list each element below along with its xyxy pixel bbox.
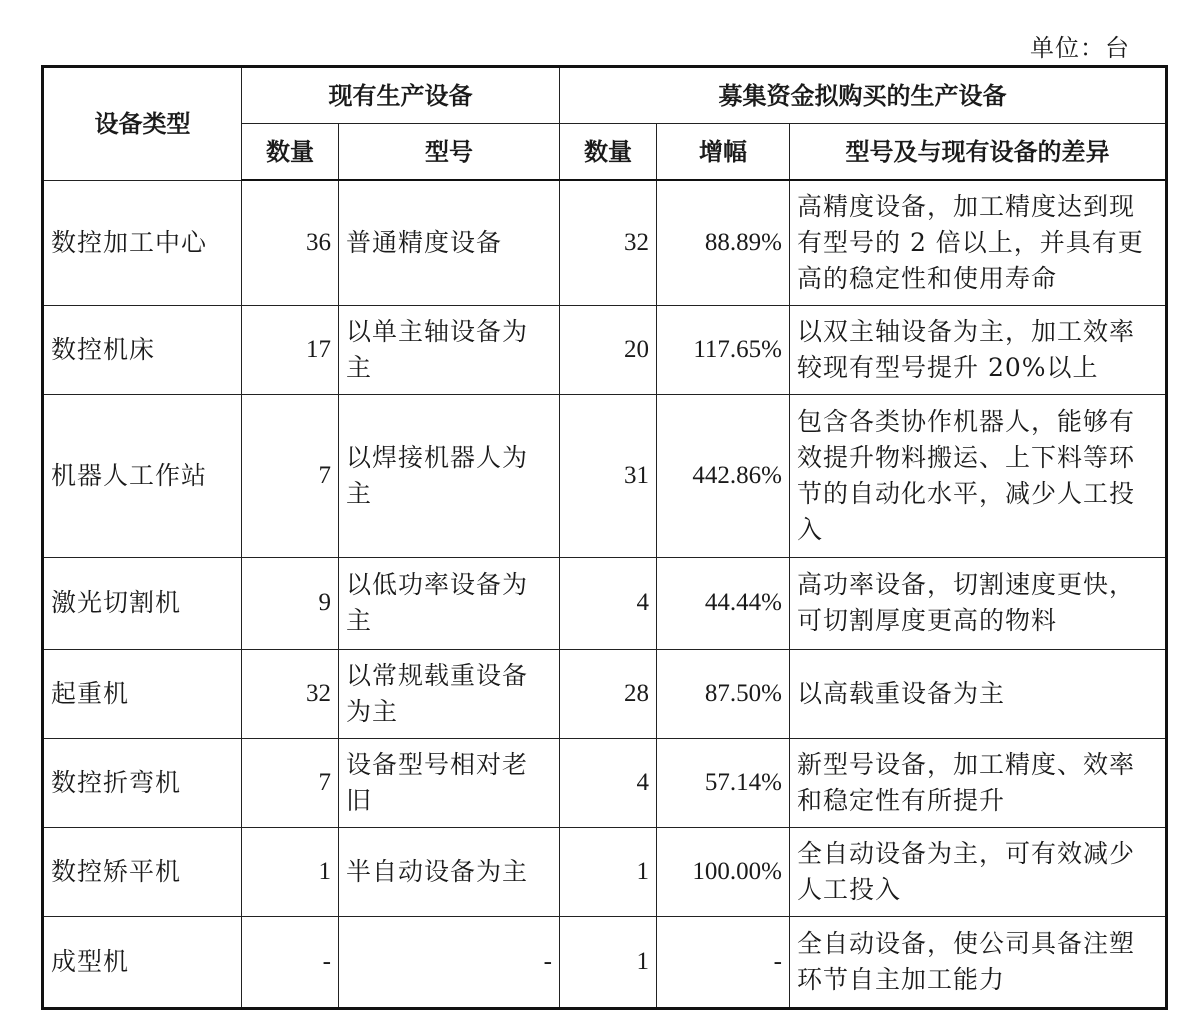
equipment-comparison-table: [41, 65, 1168, 1010]
cell-increase: 87.50%: [657, 649, 790, 738]
header-planned-equipment: 募集资金拟购买的生产设备: [560, 67, 1167, 124]
cell-existing-qty: 9: [242, 557, 339, 649]
cell-existing-model: 以单主轴设备为主: [339, 305, 560, 394]
cell-planned-qty: 32: [560, 180, 657, 305]
table-row: [43, 180, 1167, 305]
cell-existing-qty: 17: [242, 305, 339, 394]
cell-existing-qty: 36: [242, 180, 339, 305]
cell-diff: 高精度设备，加工精度达到现有型号的 2 倍以上，并具有更高的稳定性和使用寿命: [790, 180, 1167, 305]
cell-existing-model: 设备型号相对老旧: [339, 738, 560, 827]
cell-planned-qty: 28: [560, 649, 657, 738]
header-equipment-type: 设备类型: [43, 67, 242, 181]
cell-increase: 44.44%: [657, 557, 790, 649]
cell-increase: 100.00%: [657, 827, 790, 916]
table-row: [43, 916, 1167, 1008]
header-planned-qty: 数量: [560, 124, 657, 181]
cell-existing-model: 半自动设备为主: [339, 827, 560, 916]
cell-diff: 以双主轴设备为主，加工效率较现有型号提升 20%以上: [790, 305, 1167, 394]
cell-planned-qty: 4: [560, 738, 657, 827]
cell-diff: 包含各类协作机器人，能够有效提升物料搬运、上下料等环节的自动化水平，减少人工投入: [790, 394, 1167, 557]
header-planned-diff: 型号及与现有设备的差异: [790, 124, 1167, 181]
cell-diff: 以高载重设备为主: [790, 649, 1167, 738]
header-planned-increase: 增幅: [657, 124, 790, 181]
header-existing-equipment: 现有生产设备: [242, 67, 560, 124]
cell-existing-model: 普通精度设备: [339, 180, 560, 305]
cell-existing-model: -: [339, 916, 560, 1008]
cell-equipment-type: 数控折弯机: [43, 738, 242, 827]
cell-planned-qty: 20: [560, 305, 657, 394]
unit-label: 单位：台: [1030, 34, 1130, 62]
cell-equipment-type: 机器人工作站: [43, 394, 242, 557]
cell-existing-qty: 7: [242, 394, 339, 557]
cell-increase: -: [657, 916, 790, 1008]
cell-existing-model: 以常规载重设备为主: [339, 649, 560, 738]
cell-equipment-type: 激光切割机: [43, 557, 242, 649]
cell-existing-qty: -: [242, 916, 339, 1008]
cell-planned-qty: 1: [560, 916, 657, 1008]
table-row: [43, 557, 1167, 649]
cell-planned-qty: 1: [560, 827, 657, 916]
table-row: [43, 394, 1167, 557]
cell-planned-qty: 4: [560, 557, 657, 649]
cell-existing-qty: 1: [242, 827, 339, 916]
cell-increase: 117.65%: [657, 305, 790, 394]
cell-diff: 新型号设备，加工精度、效率和稳定性有所提升: [790, 738, 1167, 827]
table-row: [43, 738, 1167, 827]
header-existing-model: 型号: [339, 124, 560, 181]
cell-equipment-type: 起重机: [43, 649, 242, 738]
header-existing-qty: 数量: [242, 124, 339, 181]
cell-existing-model: 以焊接机器人为主: [339, 394, 560, 557]
table-row: [43, 305, 1167, 394]
cell-diff: 高功率设备，切割速度更快，可切割厚度更高的物料: [790, 557, 1167, 649]
cell-equipment-type: 数控机床: [43, 305, 242, 394]
cell-increase: 442.86%: [657, 394, 790, 557]
cell-increase: 57.14%: [657, 738, 790, 827]
cell-diff: 全自动设备为主，可有效减少人工投入: [790, 827, 1167, 916]
cell-diff: 全自动设备，使公司具备注塑环节自主加工能力: [790, 916, 1167, 1008]
cell-equipment-type: 数控矫平机: [43, 827, 242, 916]
cell-existing-qty: 7: [242, 738, 339, 827]
table-row: [43, 827, 1167, 916]
cell-existing-model: 以低功率设备为主: [339, 557, 560, 649]
cell-existing-qty: 32: [242, 649, 339, 738]
cell-equipment-type: 成型机: [43, 916, 242, 1008]
cell-increase: 88.89%: [657, 180, 790, 305]
table-row: [43, 649, 1167, 738]
cell-equipment-type: 数控加工中心: [43, 180, 242, 305]
cell-planned-qty: 31: [560, 394, 657, 557]
